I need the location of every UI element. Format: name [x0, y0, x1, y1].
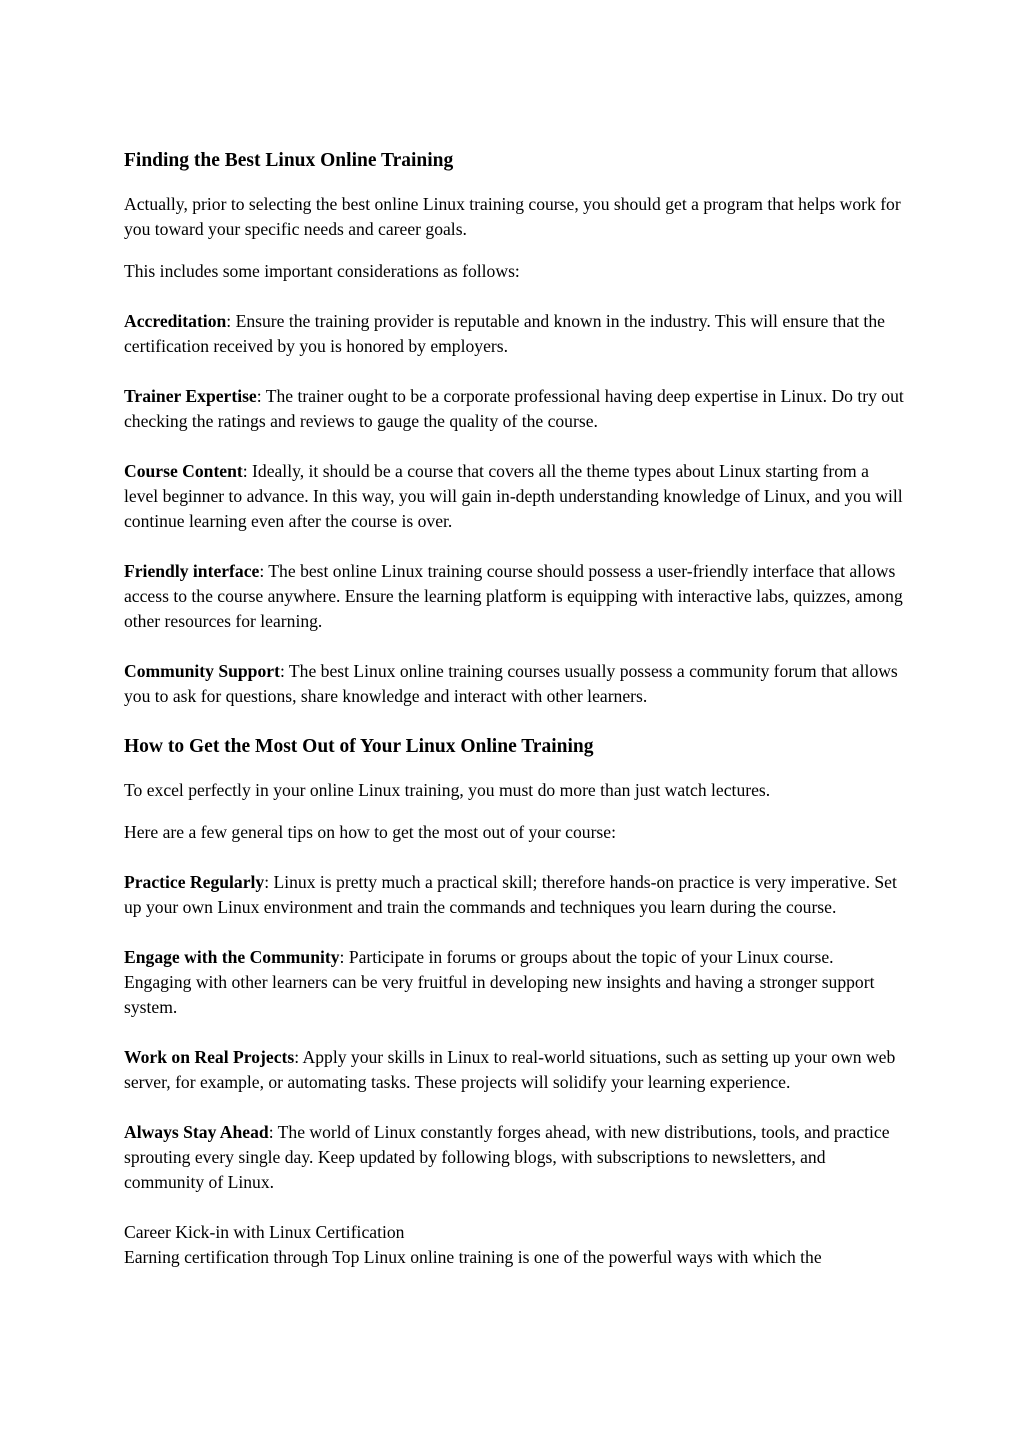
item-trainer-expertise [124, 384, 904, 434]
item-text: : The world of Linux constantly forges ahead, with new distributions, tools, and practice sprouting every single day. Keep updated by following blogs, with subscriptions to newsletters, and community of Linux. [124, 1122, 890, 1192]
item-term: Trainer Expertise [124, 386, 257, 406]
item-term: Friendly interface [124, 561, 260, 581]
item-text: : Ensure the training provider is reputable and known in the industry. This will ensure that the certification received by you is honored by employers. [124, 311, 885, 356]
section2-intro: To excel perfectly in your online Linux training, you must do more than just watch lectures. [124, 780, 771, 800]
item-real-projects [124, 1045, 904, 1095]
section1-lead: This includes some important considerations as follows: [124, 261, 520, 281]
item-text: : The best online Linux training course should possess a user-friendly interface that allows access to the course anywhere. Ensure the learning platform is equipping with interactive labs, quizzes, among other resources for learning. [124, 561, 903, 631]
item-course-content [124, 459, 904, 534]
item-community-support [124, 659, 904, 709]
item-term: Practice Regularly [124, 872, 265, 892]
item-friendly-interface [124, 559, 904, 634]
item-accreditation [124, 309, 904, 359]
item-term: Always Stay Ahead [124, 1122, 269, 1142]
section2-lead: Here are a few general tips on how to get the most out of your course: [124, 822, 616, 842]
item-practice-regularly [124, 870, 904, 920]
item-text: : Linux is pretty much a practical skill; therefore hands-on practice is very imperative. Set up your own Linux environment and train the commands and techniques you learn during the course. [124, 872, 897, 917]
item-text: : Ideally, it should be a course that covers all the theme types about Linux starting from a level beginner to advance. In this way, you will gain in-depth understanding knowledge of Linux, and you will continue learning even after the course is over. [124, 461, 903, 531]
item-term: Engage with the Community [124, 947, 340, 967]
item-term: Community Support [124, 661, 280, 681]
item-stay-ahead [124, 1120, 904, 1195]
item-text: : The best Linux online training courses usually possess a community forum that allows you to ask for questions, share knowledge and interact with other learners. [124, 661, 898, 706]
item-term: Work on Real Projects [124, 1047, 295, 1067]
section-heading-finding: Finding the Best Linux Online Training [124, 150, 454, 171]
item-term: Course Content [124, 461, 243, 481]
item-text: : Apply your skills in Linux to real-world situations, such as setting up your own web server, for example, or automating tasks. These projects will solidify your learning experience. [124, 1047, 896, 1092]
document-body [124, 148, 904, 1270]
item-text: : The trainer ought to be a corporate professional having deep expertise in Linux. Do try out checking the ratings and reviews to gauge the quality of the course. [124, 386, 904, 431]
item-engage-community [124, 945, 904, 1020]
career-text: Earning certification through Top Linux online training is one of the powerful ways with which the [124, 1247, 822, 1267]
item-term: Accreditation [124, 311, 227, 331]
career-heading: Career Kick-in with Linux Certification [124, 1222, 405, 1242]
section-heading-most-out: How to Get the Most Out of Your Linux Online Training [124, 736, 594, 757]
section1-intro: Actually, prior to selecting the best online Linux training course, you should get a program that helps work for you toward your specific needs and career goals. [124, 194, 901, 239]
item-text: : Participate in forums or groups about the topic of your Linux course. Engaging with other learners can be very fruitful in developing new insights and having a stronger support system. [124, 947, 875, 1017]
